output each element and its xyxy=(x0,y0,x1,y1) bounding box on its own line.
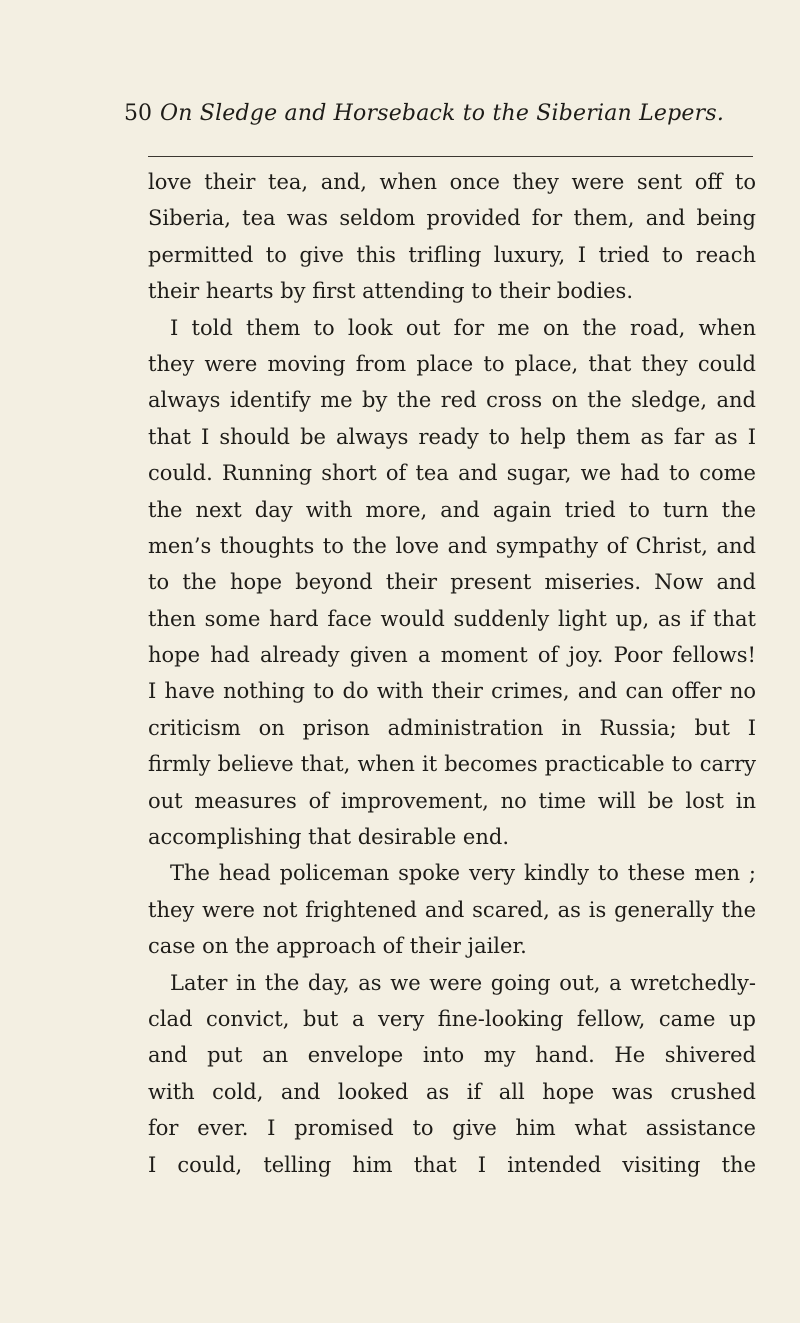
text-line: hope had already given a moment of joy. Poor fellows! xyxy=(148,643,756,668)
text-line: they were not frightened and scared, as is generally the xyxy=(148,897,756,922)
text-line: always identify me by the red cross on the sledge, and xyxy=(148,388,756,413)
text-line: with cold, and looked as if all hope was crushed xyxy=(148,1079,756,1104)
page-header xyxy=(124,101,764,141)
text-line: men’s thoughts to the love and sympathy of Christ, and xyxy=(148,533,756,558)
text-line: for ever. I promised to give him what assistance xyxy=(148,1116,756,1141)
text-line: they were moving from place to place, that they could xyxy=(148,351,756,376)
text-line: accomplishing that desirable end. xyxy=(148,825,509,850)
text-line: Siberia, tea was seldom provided for them, and being xyxy=(148,206,756,231)
text-line: and put an envelope into my hand. He shivered xyxy=(148,1043,756,1068)
text-line: criticism on prison administration in Russia; but I xyxy=(148,715,756,740)
text-line: case on the approach of their jailer. xyxy=(148,934,527,959)
page-number: 50 xyxy=(124,101,152,126)
text-line: Later in the day, as we were going out, a wretchedly- xyxy=(170,970,756,995)
running-head: On Sledge and Horseback to the Siberian Lepers. xyxy=(160,101,725,126)
text-line: their hearts by first attending to their bodies. xyxy=(148,279,633,304)
text-line: clad convict, but a very fine-looking fellow, came up xyxy=(148,1006,756,1031)
text-line: I have nothing to do with their crimes, and can offer no xyxy=(148,679,756,704)
text-line: love their tea, and, when once they were sent off to xyxy=(148,170,756,194)
text-line: then some hard face would suddenly light up, as if that xyxy=(148,606,756,631)
text-line: out measures of improvement, no time will be lost in xyxy=(148,788,756,813)
text-line: to the hope beyond their present miseries. Now and xyxy=(148,570,756,595)
header-rule xyxy=(148,156,753,157)
text-line: could. Running short of tea and sugar, we had to come xyxy=(148,461,756,486)
text-line: that I should be always ready to help them as far as I xyxy=(148,424,756,449)
text-line: the next day with more, and again tried to turn the xyxy=(148,497,756,522)
text-line: firmly believe that, when it becomes practicable to carry xyxy=(148,752,756,777)
text-line: I could, telling him that I intended visiting the xyxy=(148,1152,756,1177)
text-line: I told them to look out for me on the road, when xyxy=(170,315,756,340)
text-line: The head policeman spoke very kindly to these men ; xyxy=(170,861,756,886)
body-text xyxy=(148,164,756,1183)
text-line: permitted to give this trifling luxury, I tried to reach xyxy=(148,242,756,267)
